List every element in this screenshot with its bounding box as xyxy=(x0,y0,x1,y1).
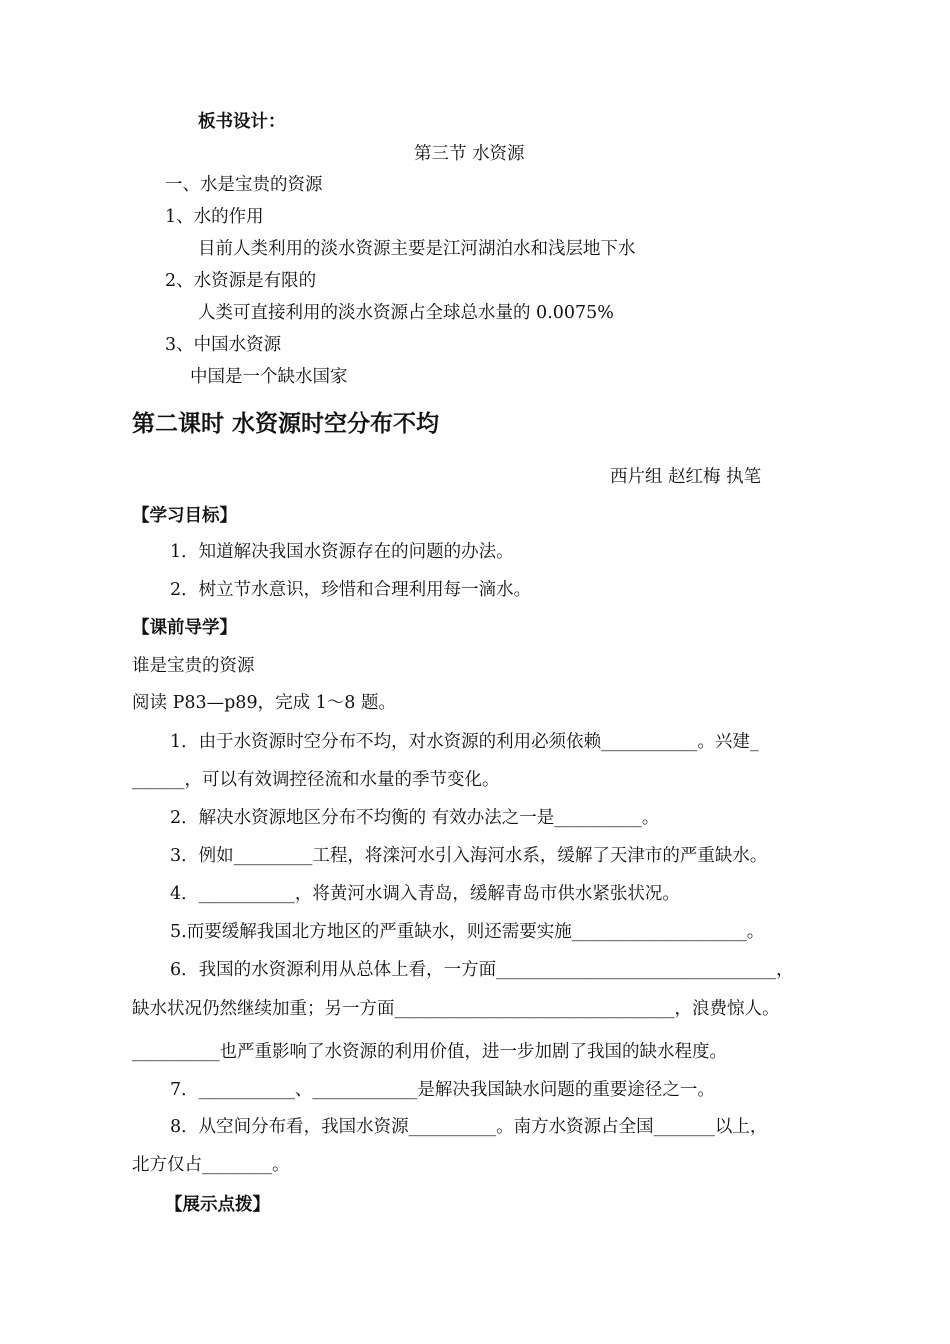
preview-line: 谁是宝贵的资源 xyxy=(132,656,255,676)
lesson-author: 西片组 赵红梅 执笔 xyxy=(610,467,762,487)
board-line: 1、水的作用 xyxy=(165,207,264,227)
question-line: 7．___________、____________是解决我国缺水问题的重要途径之一。 xyxy=(170,1080,715,1100)
board-line: 2、水资源是有限的 xyxy=(165,271,317,291)
goal-item: 2．树立节水意识，珍惜和合理利用每一滴水。 xyxy=(170,580,532,600)
question-line: 3．例如_________工程，将滦河水引入海河水系，缓解了天津市的严重缺水。 xyxy=(170,846,768,866)
question-line: 北方仅占________。 xyxy=(132,1155,290,1175)
board-line: 3、中国水资源 xyxy=(165,335,282,355)
question-line: ______，可以有效调控径流和水量的季节变化。 xyxy=(132,770,500,790)
show-heading: 【展示点拨】 xyxy=(165,1195,270,1215)
lesson-title: 第二课时 水资源时空分布不均 xyxy=(132,411,440,437)
goal-item: 1．知道解决我国水资源存在的问题的办法。 xyxy=(170,542,514,562)
goals-heading: 【学习目标】 xyxy=(132,506,237,526)
board-line: 人类可直接利用的淡水资源占全球总水量的 0.0075% xyxy=(198,303,614,323)
board-line: 目前人类利用的淡水资源主要是江河湖泊水和浅层地下水 xyxy=(198,239,636,259)
board-line: 一、水是宝贵的资源 xyxy=(165,175,323,195)
question-line: 1．由于水资源时空分布不均，对水资源的利用必须依赖___________。兴建_ xyxy=(170,732,759,752)
question-line: __________也严重影响了水资源的利用价值，进一步加剧了我国的缺水程度。 xyxy=(132,1042,727,1062)
question-line: 缺水状况仍然继续加重；另一方面________________________________，浪费惊人。 xyxy=(132,999,780,1019)
board-heading: 板书设计： xyxy=(198,112,286,132)
question-line: 4．___________，将黄河水调入青岛，缓解青岛市供水紧张状况。 xyxy=(170,884,680,904)
question-line: 8．从空间分布看，我国水资源__________。南方水资源占全国_______以上， xyxy=(170,1117,768,1137)
board-line: 中国是一个缺水国家 xyxy=(190,367,348,387)
preview-heading: 【课前导学】 xyxy=(132,618,237,638)
question-line: 2．解决水资源地区分布不均衡的 有效办法之一是__________。 xyxy=(170,808,660,828)
board-section-title: 第三节 水资源 xyxy=(414,144,525,164)
preview-line: 阅读 P83—p89，完成 1～8 题。 xyxy=(132,693,396,713)
question-line: 5.而要缓解我国北方地区的严重缺水，则还需要实施____________________。 xyxy=(170,922,765,942)
question-line: 6．我国的水资源利用从总体上看，一方面________________________________， xyxy=(170,960,794,980)
